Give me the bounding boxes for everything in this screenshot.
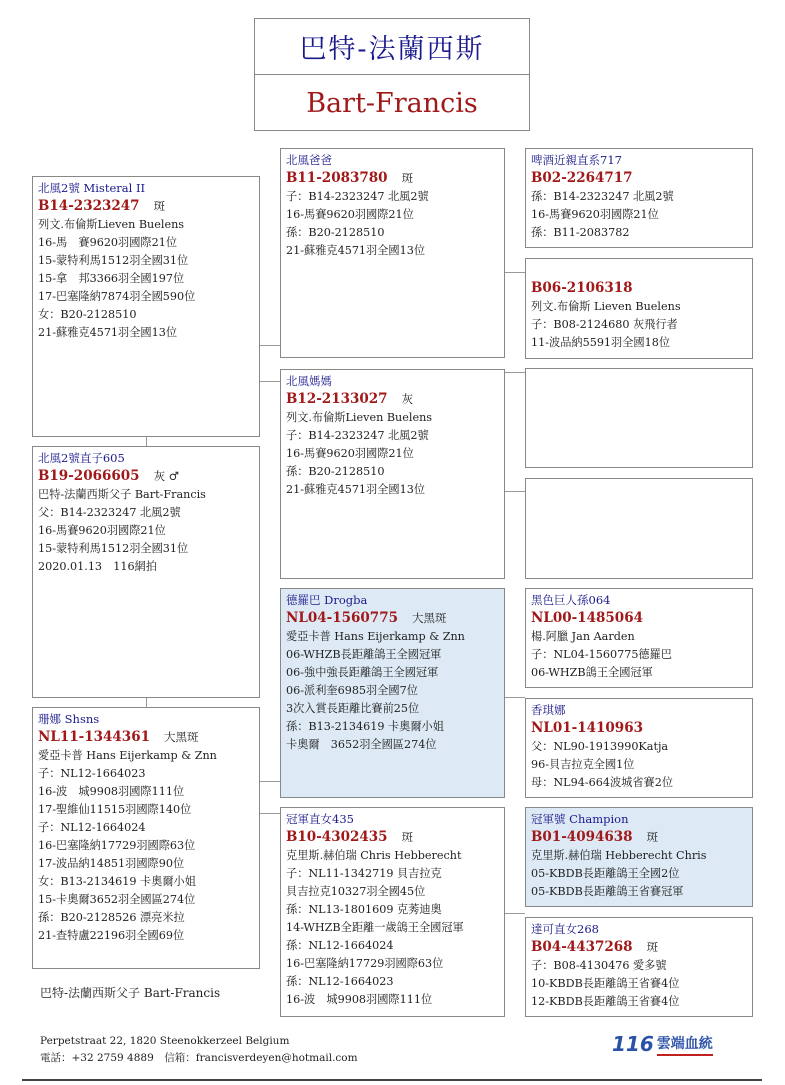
address-line: Perpetstraat 22, 1820 Steenokkerzeel Belgium <box>40 1035 290 1047</box>
info-line: 11-波品納5591羽全國18位 <box>531 336 671 349</box>
info-line: 2020.01.13 116網拍 <box>38 560 157 573</box>
color-label: 灰 ♂ <box>153 469 180 483</box>
info-line: 子：NL12-1664023 <box>38 767 146 780</box>
contact-block <box>40 1033 358 1067</box>
ring-number: B11-2083780 <box>286 170 388 186</box>
sire-card <box>32 176 260 437</box>
ring-number: B01-4094638 <box>531 829 633 845</box>
info-line: 05-KBDB長距離鴿王省賽冠軍 <box>531 885 684 898</box>
owner-name: 巴特-法蘭西斯父子 Bart-Francis <box>40 986 221 1000</box>
info-line: 06-WHZB長距離鴿王全國冠軍 <box>286 648 442 661</box>
connector <box>504 272 525 273</box>
info-line: 孫：B20-2128510 <box>286 226 385 239</box>
ring-number: B06-2106318 <box>531 280 633 296</box>
ds-ring <box>286 609 499 628</box>
info-line: 克里斯.赫伯瑞 Chris Hebberecht <box>286 849 462 862</box>
info-line: 愛亞卡普 Hans Eijerkamp & Znn <box>286 630 465 643</box>
ddd-ring <box>531 938 747 957</box>
connector <box>259 345 280 346</box>
info-line: 楊.阿臘 Jan Aarden <box>531 630 635 643</box>
info-line: 17-巴塞隆納7874羽全國590位 <box>38 290 196 303</box>
contact-line: 電話：+32 2759 4889 信箱：francisverdeyen@hotmail.com <box>40 1052 358 1064</box>
info-line: 貝吉拉克10327羽全國45位 <box>286 885 426 898</box>
info-line: 15-拿 邦3366羽全國197位 <box>38 272 185 285</box>
color-label: 斑 <box>153 199 166 213</box>
info-line: 孫：NL12-1664023 <box>286 975 394 988</box>
info-line: 16-馬賽9620羽國際21位 <box>286 447 414 460</box>
info-line: 孫：B14-2323247 北風2號 <box>531 190 674 203</box>
ring-number: B14-2323247 <box>38 198 140 214</box>
title-english: Bart-Francis <box>306 87 478 119</box>
color-label: 大黑斑 <box>411 611 447 625</box>
dds-name: 冠軍號 Champion <box>531 812 629 826</box>
sd-card <box>280 369 505 579</box>
ssd-ring <box>531 279 747 298</box>
ssd-card <box>525 258 753 359</box>
info-line: 女：B20-2128510 <box>38 308 137 321</box>
sdd-card-empty <box>525 478 753 579</box>
info-line: 子：B14-2323247 北風2號 <box>286 429 429 442</box>
bottom-divider <box>22 1079 762 1081</box>
connector <box>259 381 280 382</box>
info-line: 06-強中強長距離鴿王全國冠軍 <box>286 666 439 679</box>
info-line: 15-卡奧爾3652羽全國區274位 <box>38 893 196 906</box>
dam-ring <box>38 728 254 747</box>
subject-name: 北風2號直子605 <box>38 451 125 465</box>
connector <box>504 913 525 914</box>
info-line: 17-聖維仙11515羽國際140位 <box>38 803 192 816</box>
sire-ring <box>38 197 254 216</box>
info-line: 列文.布倫斯Lieven Buelens <box>38 218 185 231</box>
info-line: 14-WHZB全距離一歲鴿王全國冠軍 <box>286 921 464 934</box>
ss-name: 北風爸爸 <box>286 153 332 167</box>
info-line: 06-派利奎6985羽全國7位 <box>286 684 418 697</box>
dd-name: 冠軍直女435 <box>286 812 354 826</box>
info-line: 21-蘇雅克4571羽全國13位 <box>38 326 178 339</box>
sd-ring <box>286 390 499 409</box>
info-line: 16-馬 賽9620羽國際21位 <box>38 236 178 249</box>
ring-number: B04-4437268 <box>531 939 633 955</box>
info-line: 21-蘇雅克4571羽全國13位 <box>286 244 426 257</box>
info-line: 3次入賞長距離比賽前25位 <box>286 702 420 715</box>
dd-ring <box>286 828 499 847</box>
info-line: 子：NL11-1342719 貝吉拉克 <box>286 867 442 880</box>
ds-card <box>280 588 505 798</box>
connector <box>259 813 280 814</box>
color-label: 灰 <box>401 392 414 406</box>
connector <box>146 697 147 707</box>
info-line: 16-巴塞隆納17729羽國際63位 <box>38 839 196 852</box>
color-label: 斑 <box>401 171 414 185</box>
info-line: 06-WHZB鴿王全國冠軍 <box>531 666 653 679</box>
info-line: 16-馬賽9620羽國際21位 <box>531 208 659 221</box>
connector <box>504 372 525 373</box>
info-line: 列文.布倫斯 Lieven Buelens <box>531 300 681 313</box>
info-line: 15-蒙特利馬1512羽全國31位 <box>38 254 189 267</box>
ring-number: B10-4302435 <box>286 829 388 845</box>
info-line: 孫：NL13-1801609 克莠迪奧 <box>286 903 442 916</box>
dds-ring <box>531 828 747 847</box>
info-line: 孫：B20-2128510 <box>286 465 385 478</box>
info-line: 克里斯.赫伯瑞 Hebberecht Chris <box>531 849 707 862</box>
info-line: 子：B08-2124680 灰飛行者 <box>531 318 678 331</box>
ring-number: B12-2133027 <box>286 391 388 407</box>
info-line: 21-蘇雅克4571羽全國13位 <box>286 483 426 496</box>
dsd-card <box>525 698 753 798</box>
ring-number: NL00-1485064 <box>531 610 643 626</box>
dam-name: 珊娜 Shsns <box>38 712 100 726</box>
dss-card <box>525 588 753 688</box>
sss-name: 啤酒近親直系717 <box>531 153 622 167</box>
info-line: 愛亞卡普 Hans Eijerkamp & Znn <box>38 749 217 762</box>
color-label: 大黑斑 <box>163 730 199 744</box>
ring-number: NL04-1560775 <box>286 610 398 626</box>
info-line: 子：B08-4130476 愛多號 <box>531 959 667 972</box>
dsd-ring <box>531 719 747 738</box>
info-line: 21-查特盧22196羽全國69位 <box>38 929 185 942</box>
info-line: 列文.布倫斯Lieven Buelens <box>286 411 433 424</box>
info-line: 孫：B13-2134619 卡奧爾小姐 <box>286 720 444 733</box>
logo-number: 116 <box>612 1032 654 1056</box>
dsd-name: 香琪娜 <box>531 703 566 717</box>
info-line: 16-馬賽9620羽國際21位 <box>286 208 414 221</box>
info-line: 孫：B11-2083782 <box>531 226 630 239</box>
info-line: 父：B14-2323247 北風2號 <box>38 506 181 519</box>
info-line: 父：NL90-1913990Katja <box>531 740 669 753</box>
sss-card <box>525 148 753 248</box>
title-chinese: 巴特-法蘭西斯 <box>255 19 529 75</box>
info-line: 10-KBDB長距離鴿王省賽4位 <box>531 977 680 990</box>
ring-number: B02-2264717 <box>531 170 633 186</box>
ring-number: B19-2066605 <box>38 468 140 484</box>
color-label: 斑 <box>646 940 659 954</box>
dss-name: 黑色巨人孫064 <box>531 593 611 607</box>
dds-card <box>525 807 753 907</box>
info-line: 16-巴塞隆納17729羽國際63位 <box>286 957 444 970</box>
info-line: 卡奧爾 3652羽全國區274位 <box>286 738 437 751</box>
dd-card <box>280 807 505 1017</box>
connector <box>146 436 147 446</box>
info-line: 15-蒙特利馬1512羽全國31位 <box>38 542 189 555</box>
subject-card <box>32 446 260 698</box>
info-line: 孫：B20-2128526 漂亮米拉 <box>38 911 185 924</box>
info-line: 16-波 城9908羽國際111位 <box>38 785 185 798</box>
connector <box>504 491 525 492</box>
info-line: 子：NL12-1664024 <box>38 821 146 834</box>
logo-text: 雲端血統 <box>657 1033 713 1056</box>
info-line: 巴特-法蘭西斯父子 Bart-Francis <box>38 488 206 501</box>
ssd-name <box>531 262 747 279</box>
color-label: 斑 <box>646 830 659 844</box>
info-line: 17-波品納14851羽國際90位 <box>38 857 185 870</box>
ddd-name: 達可直女268 <box>531 922 599 936</box>
info-line: 孫：NL12-1664024 <box>286 939 394 952</box>
ring-number: NL11-1344361 <box>38 729 150 745</box>
info-line: 母：NL94-664波城省賽2位 <box>531 776 674 789</box>
info-line: 16-馬賽9620羽國際21位 <box>38 524 166 537</box>
ddd-card <box>525 917 753 1017</box>
color-label: 斑 <box>401 830 414 844</box>
subject-ring <box>38 467 254 486</box>
info-line: 16-波 城9908羽國際111位 <box>286 993 433 1006</box>
sd-name: 北風媽媽 <box>286 374 332 388</box>
sds-card-empty <box>525 368 753 468</box>
info-line: 96-貝吉拉克全國1位 <box>531 758 635 771</box>
info-line: 女：B13-2134619 卡奧爾小姐 <box>38 875 196 888</box>
ds-name: 德羅巴 Drogba <box>286 593 368 607</box>
sss-ring <box>531 169 747 188</box>
brand-logo <box>612 1031 722 1057</box>
connector <box>259 781 280 782</box>
pedigree-title <box>254 18 530 131</box>
info-line: 子：NL04-1560775德羅巴 <box>531 648 672 661</box>
dss-ring <box>531 609 747 628</box>
ss-ring <box>286 169 499 188</box>
info-line: 05-KBDB長距離鴿王全國2位 <box>531 867 680 880</box>
ss-card <box>280 148 505 358</box>
connector <box>504 697 525 698</box>
sire-name: 北風2號 Misteral II <box>38 181 146 195</box>
info-line: 12-KBDB長距離鴿王省賽4位 <box>531 995 680 1008</box>
info-line: 子：B14-2323247 北風2號 <box>286 190 429 203</box>
dam-card <box>32 707 260 969</box>
ring-number: NL01-1410963 <box>531 720 643 736</box>
